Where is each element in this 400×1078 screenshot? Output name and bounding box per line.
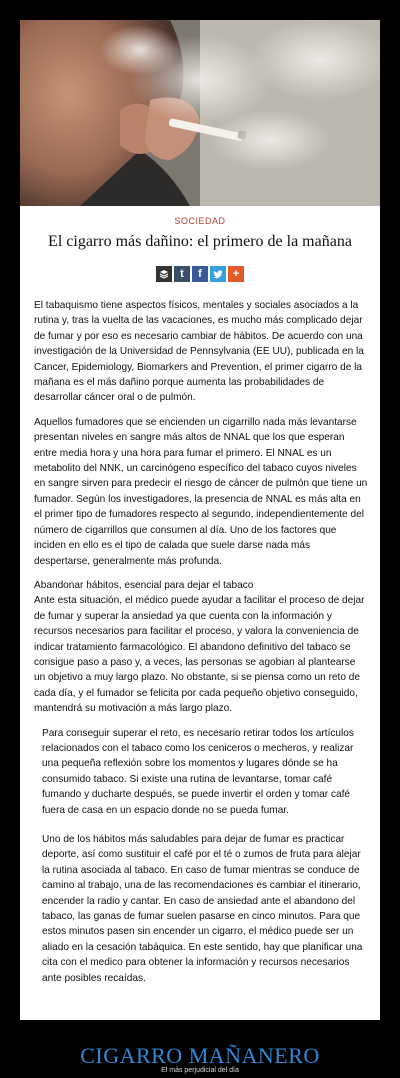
article-quote-paragraph: Uno de los hábitos más saludables para dejar de fumar es practicar deporte, así como sustituir el café por el té o zumos de fruta para alejar la rutina asociada al tabaco. En caso de fumar mientras se conduce de camino al trabajo, una de las recomendaciones es cambiar el itinerario, encender la radio y cantar. En caso de ansiedad ante el abandono del tabaco, las ganas de fumar suelen pasarse en cinco minutos. Para que estos minutos pasen sin encender un cigarro, el médico puede ser un aliado en la cesación tabáquica. En este sentido, hay que planificar una cita con el medico para obtener la información y recursos necesarios ante posibles recaídas. [42,834,363,984]
article-paragraph: Aquellos fumadores que se encienden un cigarrillo nada más levantarse presentan niveles en sangre más altos de NNAL que los que esperan entre media hora y una hora para fumar el primero. El NNAL es un metabolito del NNK, un carcinógeno específico del tabaco cuyos niveles en sangre sirven para predecir el riesgo de cáncer de pulmón que tiene un fumador. Según los investigadores, la presencia de NNAL es más alta en el primer tipo de fumadores respecto al segundo, independientemente del número de cigarrillos que consumen al día. Uno de los factores que inciden en ello es el tipo de calada que suele darse nada más despertarse, generalmente más profunda. [34,416,368,567]
article-quote-paragraph: Para conseguir superar el reto, es necesario retirar todos los artículos relacionados con el tabaco como los ceniceros o mecheros, y realizar una pequeña reflexión sobre los momentos y lugares dónde se ha consumido tabaco. Si existe una rutina de levantarse, tomar café fumando y ducharte después, se puede invertir el orden y tomar café fuera de casa en un espacio donde no se pueda fumar. [42,727,354,816]
tumblr-icon[interactable]: t [174,266,190,282]
article-paragraph: Abandonar hábitos, esencial para dejar el tabaco Ante esta situación, el médico puede ayudar a facilitar el proceso de dejar de fumar y superar la ansiedad ya que cuenta con la información y recursos necesarios para facilitar el proceso, y valora la conveniencia de indicar tratamiento farmacológico. El abandono definitivo del tabaco se consigue paso a paso y, a veces, las personas se agobian al plantearse un objetivo a muy largo plazo. No obstante, si se piensa como un reto de cada día, y el fumador se felicita por cada pequeño objetivo conseguido, mantendrá su motivación a más largo plazo. [34,579,365,715]
smoking-photo-illustration [20,20,380,206]
article-title: El cigarro más dañino: el primero de la mañana [48,233,352,250]
poster-title: CIGARRO MAÑANERO [80,1043,320,1068]
plus-icon[interactable]: + [228,266,244,282]
stack-icon[interactable] [156,266,172,282]
poster-card [20,20,380,1020]
article-paragraph: El tabaquismo tiene aspectos físicos, mentales y sociales asociados a la rutina y, tras la vuelta de las vacaciones, es mucho más complicado dejar de fumar y por eso es necesario cambiar de hábitos. De acuerdo con una investigación de la Universidad de Pennsylvania (EE UU), publicada en la Cancer, Epidemiology, Biomarkers and Prevention, el primer cigarro de la mañana es el más dañino porque aumenta las probabilidades de desarrollar cáncer oral o de pulmón. [34,300,364,404]
hero-photo [20,20,380,206]
facebook-icon[interactable]: f [192,266,208,282]
poster-subtitle: El más perjudicial del día [161,1067,239,1074]
article-body [20,282,380,986]
twitter-icon[interactable] [210,266,226,282]
share-bar [20,266,380,282]
category-label[interactable]: SOCIEDAD [174,216,226,226]
